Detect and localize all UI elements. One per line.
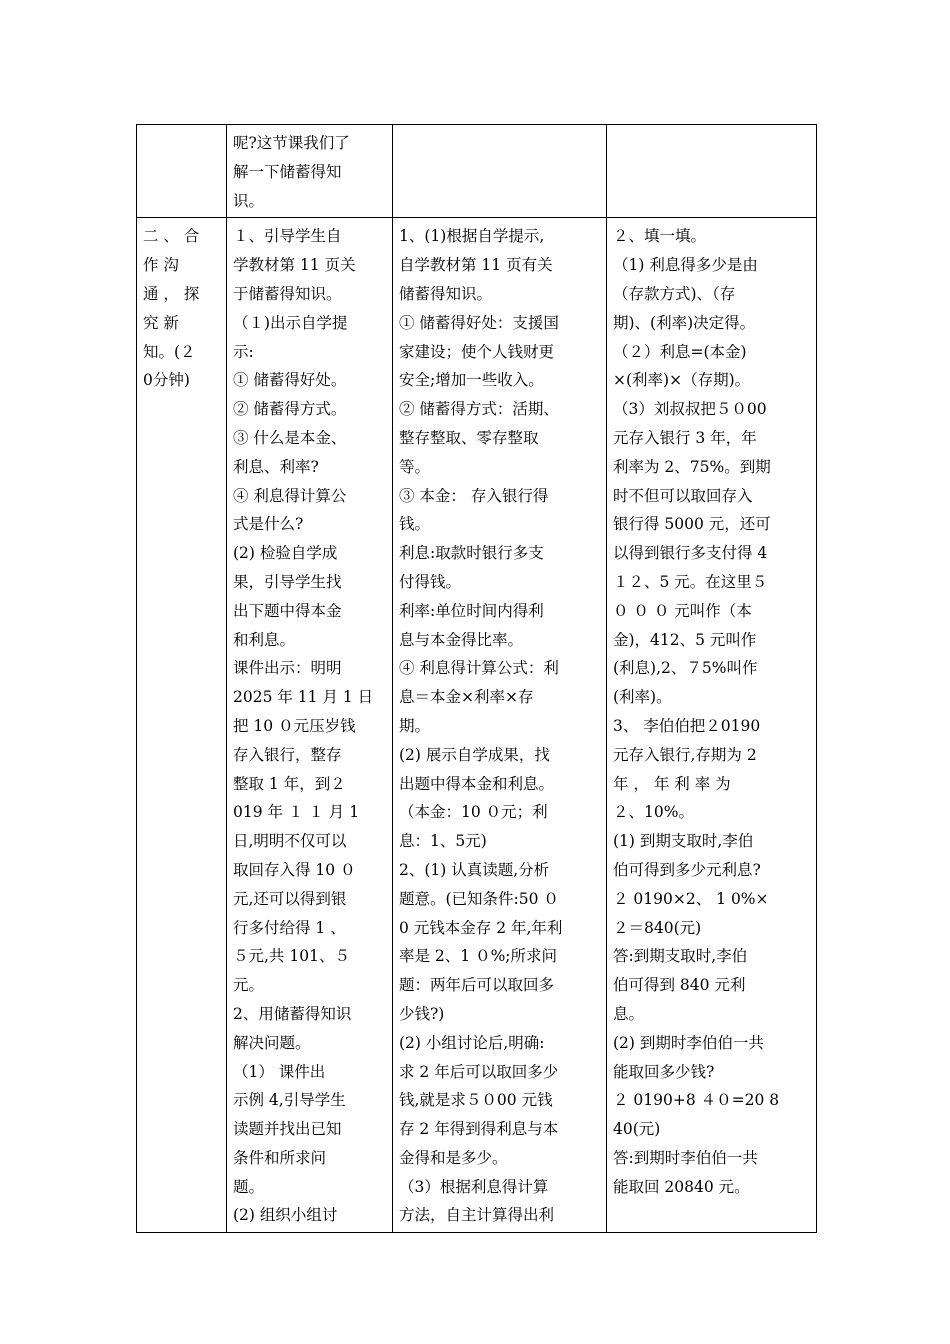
text-line: ① 储蓄得好处。 [233, 371, 347, 390]
lesson-plan-table [136, 124, 817, 1233]
text-line: (利率)。 [613, 688, 672, 707]
text-line: 答:到期支取时,李伯 [613, 947, 748, 966]
text-line: 解决问题。 [233, 1033, 311, 1052]
text-line: 付得钱。 [399, 572, 462, 591]
text-line: ０ ０ ０ 元叫作（本 [613, 601, 752, 620]
text-line: ５元,共 101、５ [233, 947, 350, 966]
cell-student-activity [393, 125, 607, 218]
text-line: 示例 4,引导学生 [233, 1091, 346, 1110]
cell-stage [137, 218, 227, 1233]
text-line: 息＝本金×利率×存 [399, 688, 534, 707]
text-line: (2) 检验自学成 [233, 544, 338, 563]
text-line: (2) 小组讨论后,明确: [399, 1033, 545, 1052]
text-line: （２）利息=(本金) [613, 342, 747, 361]
text-line: 作 沟 [143, 256, 179, 275]
text-line: 40(元) [613, 1120, 661, 1139]
cell-teacher-activity [227, 125, 393, 218]
text-line: （1) 利息得多少是由 [613, 256, 758, 275]
text-line: 元。 [233, 976, 265, 995]
text-line: ２ 0190+8 ４０=20 8 [613, 1091, 780, 1110]
text-line: 元存入银行 3 年，年 [613, 428, 757, 447]
text-line: (2) 展示自学成果，找 [399, 745, 550, 764]
text-line: 整取 1 年，到２ [233, 774, 346, 793]
text-line: 利息、利率? [233, 457, 319, 476]
text-line: 银行得 5000 元，还可 [613, 515, 771, 534]
table-row [137, 125, 817, 218]
text-line: 伯可得到多少元利息? [613, 860, 761, 879]
text-line: 题：两年后可以取回多 [399, 976, 555, 995]
cell-student-activity [393, 218, 607, 1233]
text-line: ２、10%。 [613, 803, 694, 822]
text-line: 少钱?) [399, 1004, 445, 1023]
text-line: (2) 组织小组讨 [233, 1206, 338, 1225]
text-line: 率是 2、1 ０%;所求问 [399, 947, 558, 966]
text-line: ２ 0190×2、 1 0%× [613, 889, 769, 908]
cell-exercises [607, 125, 817, 218]
text-line: 存 2 年得到得利息与本 [399, 1120, 559, 1139]
text-line: 以得到银行多支付得 4 [613, 544, 768, 563]
text-line: 究 新 [143, 313, 179, 332]
table-row [137, 218, 817, 1233]
text-line: 题。 [233, 1177, 265, 1196]
text-line: 钱。 [399, 515, 431, 534]
text-line: 示: [233, 342, 254, 361]
text-line: ④ 利息得计算公 [233, 486, 347, 505]
text-line: ２、填一填。 [613, 227, 707, 246]
text-line: 0分钟) [143, 371, 190, 390]
text-line: 题意。(已知条件:50 ０ [399, 889, 559, 908]
text-line: 行多付给得 1 、 [233, 918, 346, 937]
cell-stage [137, 125, 227, 218]
text-line: 二 、 合 [143, 227, 200, 246]
text-line: （存款方式)、（存 [613, 284, 736, 303]
text-line: 于储蓄得知识。 [233, 284, 342, 303]
text-line: 学教材第 11 页关 [233, 256, 356, 275]
text-line: 息。 [613, 1004, 645, 1023]
text-line: 利息:取款时银行多支 [399, 544, 544, 563]
text-line: (1) 到期支取时,李伯 [613, 832, 754, 851]
text-line: 果，引导学生找 [233, 572, 342, 591]
text-line: 息与本金得比率。 [399, 630, 524, 649]
text-line: 安全;增加一些收入。 [399, 371, 544, 390]
text-line: 利率:单位时间内得利 [399, 601, 544, 620]
text-line: 答:到期时李伯伯一共 [613, 1148, 758, 1167]
text-line: ２＝840(元) [613, 918, 702, 937]
text-line: 伯可得到 840 元利 [613, 976, 746, 995]
text-line: （１)出示自学提 [233, 313, 348, 332]
text-line: 课件出示：明明 [233, 659, 342, 678]
text-line: 解一下储蓄得知 [233, 162, 342, 181]
text-line: 存入银行，整存 [233, 745, 342, 764]
text-line: 家建设；使个人钱财更 [399, 342, 555, 361]
text-line: ④ 利息得计算公式：利 [399, 659, 559, 678]
text-line: 息：1、5元) [399, 832, 487, 851]
text-line: 通 ， 探 [143, 284, 200, 303]
text-line: 时不但可以取回存入 [613, 486, 753, 505]
text-line: 取回存入得 10 ０ [233, 860, 356, 879]
text-line: (2) 到期时李伯伯一共 [613, 1033, 764, 1052]
text-line: 方法，自主计算得出利 [399, 1206, 555, 1225]
text-line: 钱,就是求５０00 元钱 [399, 1091, 553, 1110]
text-line: 金)，412、5 元叫作 [613, 630, 757, 649]
text-line: 储蓄得知识。 [399, 284, 493, 303]
text-line: 金得和是多少。 [399, 1148, 508, 1167]
text-line: 期)、(利率)决定得。 [613, 313, 756, 332]
text-line: 0 元钱本金存 2 年,年利 [399, 918, 563, 937]
text-line: 年 ， 年 利 率 为 [613, 774, 731, 793]
text-line: （3）刘叔叔把５０00 [613, 400, 767, 419]
text-line: ③ 什么是本金、 [233, 428, 347, 447]
text-line: 自学教材第 11 页有关 [399, 256, 553, 275]
text-line: 整存整取、零存整取 [399, 428, 539, 447]
text-line: 期。 [399, 716, 431, 735]
text-line: 出题中得本金和利息。 [399, 774, 555, 793]
text-line: ② 储蓄得方式。 [233, 400, 347, 419]
text-line: 2025 年 11 月 1 日 [233, 688, 374, 707]
text-line: 把 10 ０元压岁钱 [233, 716, 356, 735]
text-line: 2、用储蓄得知识 [233, 1004, 352, 1023]
text-line: 式是什么? [233, 515, 304, 534]
text-line: 日,明明不仅可以 [233, 832, 347, 851]
text-line: ① 储蓄得好处：支援国 [399, 313, 559, 332]
cell-exercises [607, 218, 817, 1233]
text-line: １２、5 元。在这里５ [613, 572, 768, 591]
text-line: 识。 [233, 191, 265, 210]
text-line: 能取回 20840 元。 [613, 1177, 750, 1196]
text-line: 元,还可以得到银 [233, 889, 347, 908]
text-line: (利息),2、７5%叫作 [613, 659, 758, 678]
text-line: 利率为 2、75%。到期 [613, 457, 771, 476]
text-line: 知。(２ [143, 342, 196, 361]
text-line: 3、 李伯伯把２0190 [613, 716, 761, 735]
text-line: 能取回多少钱? [613, 1062, 715, 1081]
text-line: 元存入银行,存期为 2 [613, 745, 757, 764]
text-line: 呢?这节课我们了 [233, 134, 350, 152]
text-line: ③ 本金： 存入银行得 [399, 486, 549, 505]
text-line: 和利息。 [233, 630, 296, 649]
text-line: （3）根据利息得计算 [399, 1177, 549, 1196]
cell-teacher-activity [227, 218, 393, 1233]
text-line: ② 储蓄得方式：活期、 [399, 400, 559, 419]
text-line: 等。 [399, 457, 431, 476]
text-line: 求 2 年后可以取回多少 [399, 1062, 559, 1081]
text-line: ×(利率)×（存期)。 [613, 371, 751, 390]
text-line: 出下题中得本金 [233, 601, 342, 620]
text-line: 条件和所求问 [233, 1148, 327, 1167]
text-line: 1、(1)根据自学提示, [399, 227, 545, 246]
text-line: 019 年 １ １ 月 1 [233, 803, 360, 822]
text-line: 读题并找出已知 [233, 1120, 342, 1139]
text-line: （1） 课件出 [233, 1062, 326, 1081]
text-line: （本金：10 ０元；利 [399, 803, 548, 822]
text-line: 2、(1) 认真读题,分析 [399, 860, 550, 879]
text-line: １、引导学生自 [233, 227, 342, 246]
